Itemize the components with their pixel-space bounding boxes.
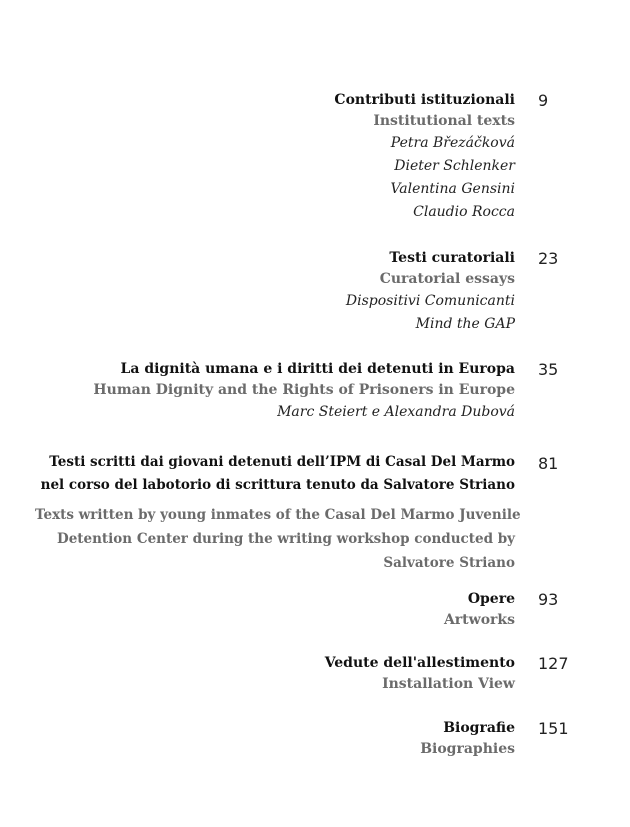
toc-title-en[interactable]: Human Dignity and the Rights of Prisoners in Europe bbox=[93, 382, 515, 398]
toc-title-en-line[interactable]: Texts written by young inmates of the Casal Del Marmo Juvenile bbox=[35, 507, 521, 523]
toc-author: Marc Steiert e Alexandra Dubová bbox=[277, 404, 515, 420]
toc-entry-installation-view[interactable] bbox=[45, 653, 515, 695]
toc-page-number[interactable]: 35 bbox=[538, 360, 559, 379]
toc-author: Dispositivi Comunicanti bbox=[345, 293, 515, 309]
toc-title-it[interactable]: Biografie bbox=[443, 720, 515, 736]
toc-page-number[interactable]: 151 bbox=[538, 719, 569, 738]
toc-title-en[interactable]: Artworks bbox=[443, 612, 515, 628]
toc-entry-young-inmates-texts[interactable] bbox=[35, 451, 521, 575]
toc-page-number[interactable]: 81 bbox=[538, 454, 559, 473]
toc-title-it-line[interactable]: Testi scritti dai giovani detenuti dell’IPM di Casal Del Marmo bbox=[49, 454, 515, 470]
toc-title-en[interactable]: Curatorial essays bbox=[379, 271, 515, 287]
toc-title-it[interactable]: Contributi istituzionali bbox=[334, 92, 515, 108]
toc-entry-human-dignity[interactable] bbox=[45, 359, 515, 424]
toc-title-it[interactable]: La dignità umana e i diritti dei detenuti in Europa bbox=[120, 361, 515, 377]
toc-title-en-line[interactable]: Salvatore Striano bbox=[383, 555, 515, 571]
toc-title-en[interactable]: Biographies bbox=[420, 741, 515, 757]
toc-author: Dieter Schlenker bbox=[394, 158, 515, 174]
toc-title-en[interactable]: Institutional texts bbox=[373, 113, 515, 129]
toc-title-en[interactable]: Installation View bbox=[382, 676, 515, 692]
toc-entry-institutional[interactable] bbox=[45, 90, 515, 224]
toc-author: Claudio Rocca bbox=[413, 204, 515, 220]
toc-entry-artworks[interactable] bbox=[45, 589, 515, 631]
toc-page-number[interactable]: 93 bbox=[538, 590, 559, 609]
toc-author: Valentina Gensini bbox=[390, 181, 515, 197]
toc-author: Petra Březáčková bbox=[390, 135, 515, 151]
toc-page-number[interactable]: 127 bbox=[538, 654, 569, 673]
toc-page-number[interactable]: 23 bbox=[538, 249, 559, 268]
toc-entry-curatorial[interactable] bbox=[45, 248, 515, 336]
toc-title-it[interactable]: Vedute dell'allestimento bbox=[324, 655, 515, 671]
toc-title-it[interactable]: Testi curatoriali bbox=[389, 250, 515, 266]
toc-page-number[interactable]: 9 bbox=[538, 91, 549, 110]
toc-author: Mind the GAP bbox=[415, 316, 515, 332]
toc-title-it[interactable]: Opere bbox=[467, 591, 515, 607]
toc-entry-biographies[interactable] bbox=[45, 718, 515, 760]
toc-title-en-line[interactable]: Detention Center during the writing workshop conducted by bbox=[57, 531, 515, 547]
toc-title-it-line[interactable]: nel corso del labotorio di scrittura tenuto da Salvatore Striano bbox=[40, 477, 515, 493]
